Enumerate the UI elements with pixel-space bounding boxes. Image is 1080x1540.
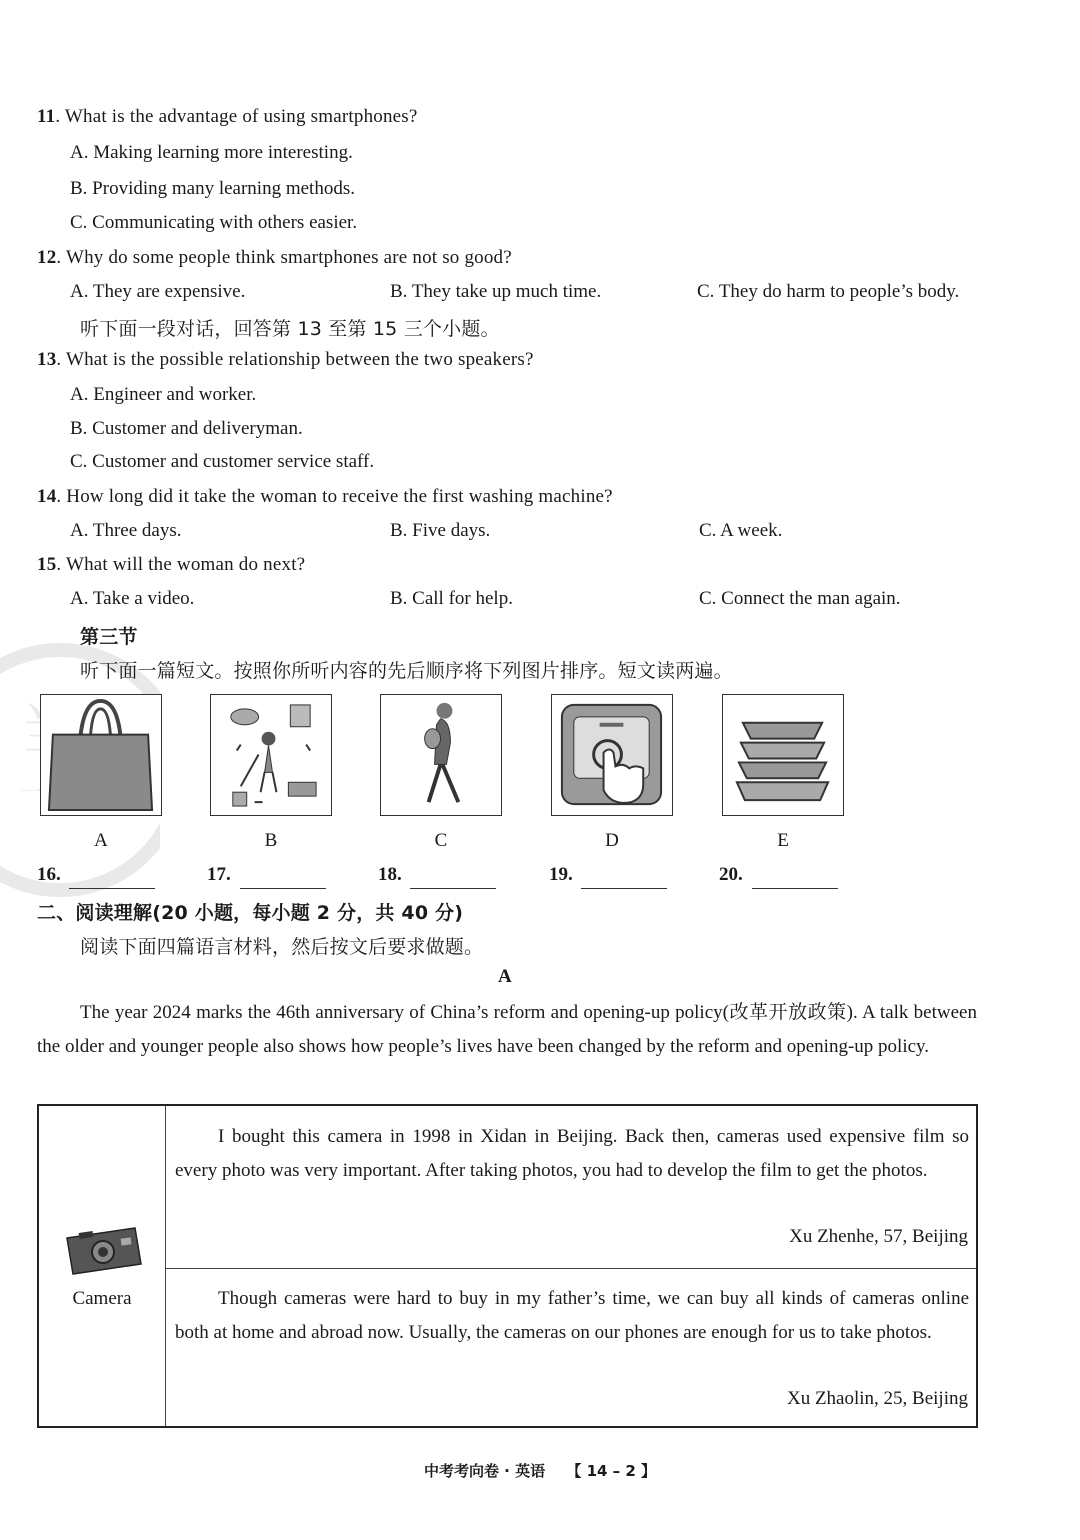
q11-option-b: B. Providing many learning methods.: [70, 178, 355, 199]
q12-option-c: C. They do harm to people’s body.: [697, 281, 960, 302]
question-15: [37, 554, 305, 576]
q14-option-c: C. A week.: [699, 520, 783, 541]
picture-label: D: [605, 830, 619, 851]
walking-woman-icon: [381, 695, 500, 814]
question-14: [37, 486, 613, 508]
picture-b: [210, 694, 332, 816]
question-number: 12: [37, 247, 57, 268]
question-text: . What is the possible relationship between the two speakers?: [56, 349, 534, 370]
entry-2-signature: Xu Zhaolin, 25, Beijing: [786, 1388, 968, 1409]
question-text: . What will the woman do next?: [56, 554, 306, 575]
picture-a: [40, 694, 162, 816]
q11-option-a: A. Making learning more interesting.: [70, 142, 353, 163]
passage-label: A: [498, 966, 512, 987]
blank-number: 16.: [37, 864, 61, 885]
answer-blank-17[interactable]: [240, 888, 326, 889]
food-containers-icon: [723, 695, 842, 814]
q13-option-a: A. Engineer and worker.: [70, 384, 257, 405]
touch-screen-icon: [552, 695, 671, 814]
question-text: . How long did it take the woman to receive the first washing machine?: [56, 486, 613, 507]
q14-option-a: A. Three days.: [70, 520, 182, 541]
answer-blank-16[interactable]: [69, 888, 155, 889]
question-11: [37, 106, 418, 128]
picture-c: [380, 694, 502, 816]
q13-option-c: C. Customer and customer service staff.: [70, 451, 375, 472]
q11-option-c: C. Communicating with others easier.: [70, 212, 358, 233]
q15-option-b: B. Call for help.: [390, 588, 513, 609]
item-label: Camera: [72, 1288, 132, 1309]
instruction-13-15: 听下面一段对话，回答第 13 至第 15 三个小题。: [80, 318, 500, 340]
picture-label: C: [434, 830, 448, 851]
q15-option-a: A. Take a video.: [70, 588, 195, 609]
table-divider: [165, 1106, 166, 1426]
page-footer: [0, 1460, 1080, 1481]
question-number: 15: [37, 554, 57, 575]
entry-1-text: I bought this camera in 1998 in Xidan in Beijing. Back then, cameras used expensive film so every photo was very important. After taking photos, you had to develop the film to get the photos.: [175, 1126, 969, 1181]
entry-2-text: Though cameras were hard to buy in my father’s time, we can buy all kinds of cameras online both at home and abroad now. Usually, the cameras on our phones are enough for us to take photos.: [175, 1288, 969, 1343]
entry-1-signature: Xu Zhenhe, 57, Beijing: [789, 1226, 968, 1247]
section-3-title: 第三节: [80, 626, 138, 648]
picture-label: E: [777, 830, 789, 851]
answer-blank-18[interactable]: [410, 888, 496, 889]
blank-number: 20.: [719, 864, 743, 885]
household-chores-icon: [211, 695, 330, 814]
page-number: 【 14 – 2 】: [566, 1462, 657, 1480]
q15-option-c: C. Connect the man again.: [699, 588, 901, 609]
part-2-instruction: 阅读下面四篇语言材料，然后按文后要求做题。: [80, 936, 484, 958]
footer-title: 中考考向卷 · 英语: [423, 1462, 546, 1480]
q14-option-b: B. Five days.: [390, 520, 491, 541]
q12-option-b: B. They take up much time.: [390, 281, 602, 302]
question-text: . What is the advantage of using smartphones?: [55, 106, 418, 127]
picture-label: B: [264, 830, 278, 851]
q13-option-b: B. Customer and deliveryman.: [70, 418, 303, 439]
picture-e: [722, 694, 844, 816]
blank-number: 19.: [549, 864, 573, 885]
question-text: . Why do some people think smartphones are not so good?: [56, 247, 512, 268]
question-13: [37, 349, 534, 371]
blank-number: 17.: [207, 864, 231, 885]
question-number: 13: [37, 349, 57, 370]
tote-bag-icon: [41, 695, 160, 814]
answer-blank-20[interactable]: [752, 888, 838, 889]
question-number: 11: [37, 106, 56, 127]
picture-d: [551, 694, 673, 816]
question-number: 14: [37, 486, 57, 507]
question-12: [37, 247, 512, 269]
table-divider: [165, 1268, 976, 1269]
q12-option-a: A. They are expensive.: [70, 281, 246, 302]
picture-label: A: [94, 830, 108, 851]
passage-intro: The year 2024 marks the 46th anniversary of China’s reform and opening-up policy(改革开放政策). A talk between the older and younger people also shows how people’s lives have been changed by the reform and opening-up policy.: [37, 1002, 977, 1057]
answer-blank-19[interactable]: [581, 888, 667, 889]
blank-number: 18.: [378, 864, 402, 885]
camera-table: [37, 1104, 978, 1428]
part-2-heading: 二、阅读理解(20 小题，每小题 2 分，共 40 分): [37, 902, 464, 924]
section-3-instruction: 听下面一篇短文。按照你所听内容的先后顺序将下列图片排序。短文读两遍。: [80, 660, 733, 682]
camera-icon: [63, 1224, 143, 1278]
